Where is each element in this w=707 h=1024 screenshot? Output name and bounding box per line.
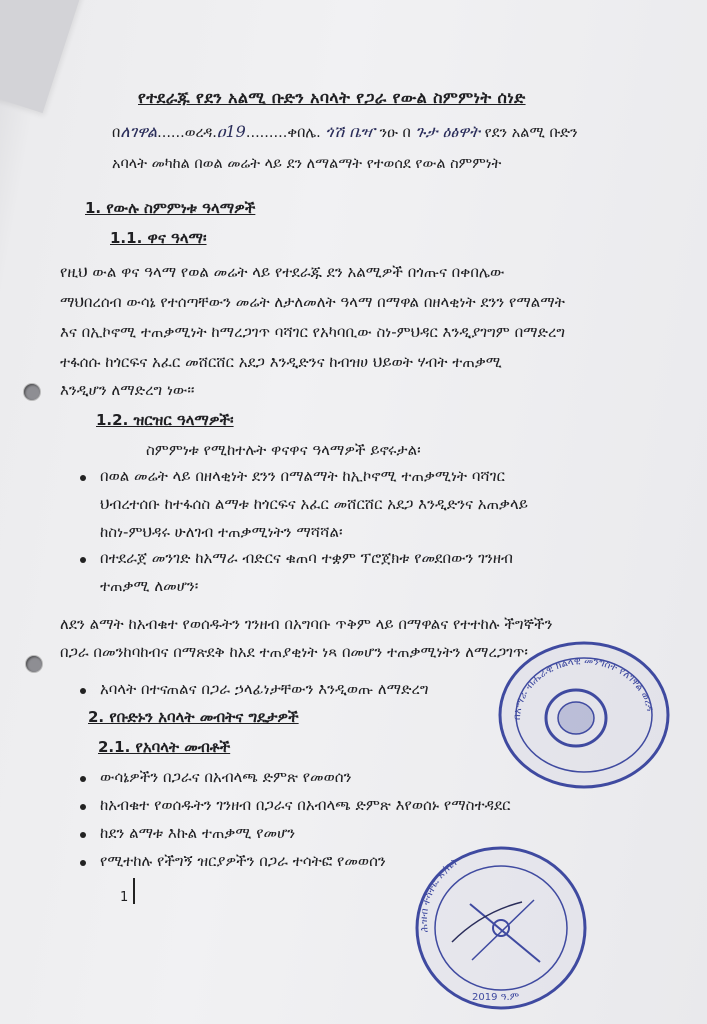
folded-corner — [0, 0, 92, 113]
section-2-heading: 2. የቡድኑን አባላት መብትና ግዴታዎች — [88, 708, 299, 726]
intro-line-1: በለገዋል......ወረዳ.ዐ19.........ቀበሌ. ጎሽ ቤዣ ንዑ በ ጉታ ዕፅዋት የደን አልሚ ቡድን — [112, 122, 578, 141]
bullet-dot — [80, 475, 86, 481]
svg-text:ሕዝብ ተሳትፎ ጽ/ቤት: ሕዝብ ተሳትፎ ጽ/ቤት — [418, 856, 462, 934]
woreda-handwritten: ለገዋል — [120, 122, 158, 141]
official-stamp-round — [412, 842, 590, 1014]
rights-item: ውሳኔዎችን በጋራና በአብላጫ ድምጽ የመወሰን — [100, 768, 352, 786]
svg-text:2019 ዓ.ም: 2019 ዓ.ም — [472, 992, 520, 1003]
bullet-2-line: በተደራጀ መንገድ ከአማራ ብድርና ቁጠባ ተቋም ፕሮጀክቱ የመደበውን ገንዘብ — [100, 549, 513, 567]
bullet-1-line: በወል መሬት ላይ በዘላቂነት ደንን በማልማት ከኢኮኖሚ ተጠቃሚነት ባሻገር — [100, 467, 505, 485]
rights-item: ከደን ልማቱ እኩል ተጠቃሚ የመሆን — [100, 824, 296, 842]
svg-text:በአማራ ብሔራዊ ክልላዊ መንግስት የለገዋል ወረዳ: በአማራ ብሔራዊ ክልላዊ መንግስት የለገዋል ወረዳ — [511, 655, 656, 721]
rights-item: የሚተከሉ የችግኝ ዝርያዎችን በጋራ ተሳትፎ የመወሰን — [100, 852, 386, 870]
section-1-2-heading: 1.2. ዝርዝር ዓላማዎች፡ — [96, 411, 234, 429]
place-handwritten: ጎሽ ቤዣ — [325, 122, 375, 141]
main-purpose-line: ተፋሰሱ ከጎርፍና አፈር መሸርሸር አደጋ እንዲድንና ከብዝሀ ህይወት ሃብት ተጠቃሚ — [60, 353, 502, 371]
section-2-1-heading: 2.1. የአባላት መብቶች — [98, 738, 231, 756]
main-purpose-line: የዚህ ውል ዋና ዓላማ የወል መሬት ላይ የተደራጁ ደን አልሚዎች በጎጡና በቀበሌው — [60, 263, 505, 281]
page-number: 1 — [120, 890, 129, 905]
bullet-dot — [80, 557, 86, 563]
punch-hole — [24, 384, 40, 400]
intro-line-2: አባላት መካከል በወል መሬት ላይ ደን ለማልማት የተወሰደ የውል ስምምነት — [112, 156, 502, 172]
section-1-2-intro: ስምምነቱ የሚከተሉት ዋናዋና ዓላማዎች ይኖሩታል፡ — [146, 441, 421, 459]
page-number-bar — [133, 878, 135, 904]
main-purpose-line: እንዲሆን ለማድረግ ነው፡፡ — [60, 381, 195, 399]
bullet-3-line: አባላት በተናጠልና በጋራ ኃላፊነታቸውን እንዲወጡ ለማድረግ — [100, 680, 429, 698]
bullet-dot — [80, 776, 86, 782]
official-stamp — [498, 640, 678, 790]
document-title: የተደራጁ የደን አልሚ ቡድን አባላት የጋራ የውል ስምምነት ሰነድ — [138, 88, 526, 107]
main-purpose-line: እና በኢኮኖሚ ተጠቃሚነት ከማረጋገጥ ባሻገር የአካባቢው ስነ-ምህዳር እንዲያገግም በማድረግ — [60, 323, 566, 341]
bullet-2-line: ተጠቃሚ ለመሆን፡ — [100, 577, 199, 595]
main-purpose-line: ማህበረሰብ ውሳኔ የተሰጣቸውን መሬት ለታለመለት ዓላማ በማዋል በዘላቂነት ደንን የማልማት — [60, 293, 565, 311]
section-1-1-heading: 1.1. ዋና ዓላማ፡ — [110, 229, 207, 247]
kebele-handwritten: ዐ19 — [216, 122, 246, 141]
paragraph-2-line: በጋራ በመንከባከብና በማጽደቅ ከአደ ተጠያቂነት ነጻ በመሆን ተጠቃሚነትን ለማረጋገጥ፡ — [60, 643, 528, 661]
punch-hole — [26, 656, 42, 672]
rights-item: ከአብቁተ የወሰዱትን ገንዘብ በጋራና በአብላጫ ድምጽ እየወሰኑ የማስተዳደር — [100, 796, 511, 814]
paragraph-2-line: ለደን ልማት ከአብቁተ የወሰዱትን ገንዘብ በአግባቡ ጥቅም ላይ በማዋልና የተተከሉ ችግኞችን — [60, 615, 553, 633]
bullet-dot — [80, 832, 86, 838]
bullet-dot — [80, 688, 86, 694]
group-handwritten: ጉታ ዕፅዋት — [415, 122, 480, 141]
bullet-1-line: ህብረተሰቡ ከተፋሰስ ልማቱ ከጎርፍና አፈር መሸርሸር አደጋ እንዲድንና አጠቃላይ — [100, 495, 528, 513]
bullet-dot — [80, 804, 86, 810]
bullet-dot — [80, 860, 86, 866]
section-1-heading: 1. የውሉ ስምምነቱ ዓላማዎች — [85, 199, 256, 217]
bullet-1-line: ከስነ-ምህዳሩ ሁለገብ ተጠቃሚነትን ማሻሻል፡ — [100, 523, 343, 541]
